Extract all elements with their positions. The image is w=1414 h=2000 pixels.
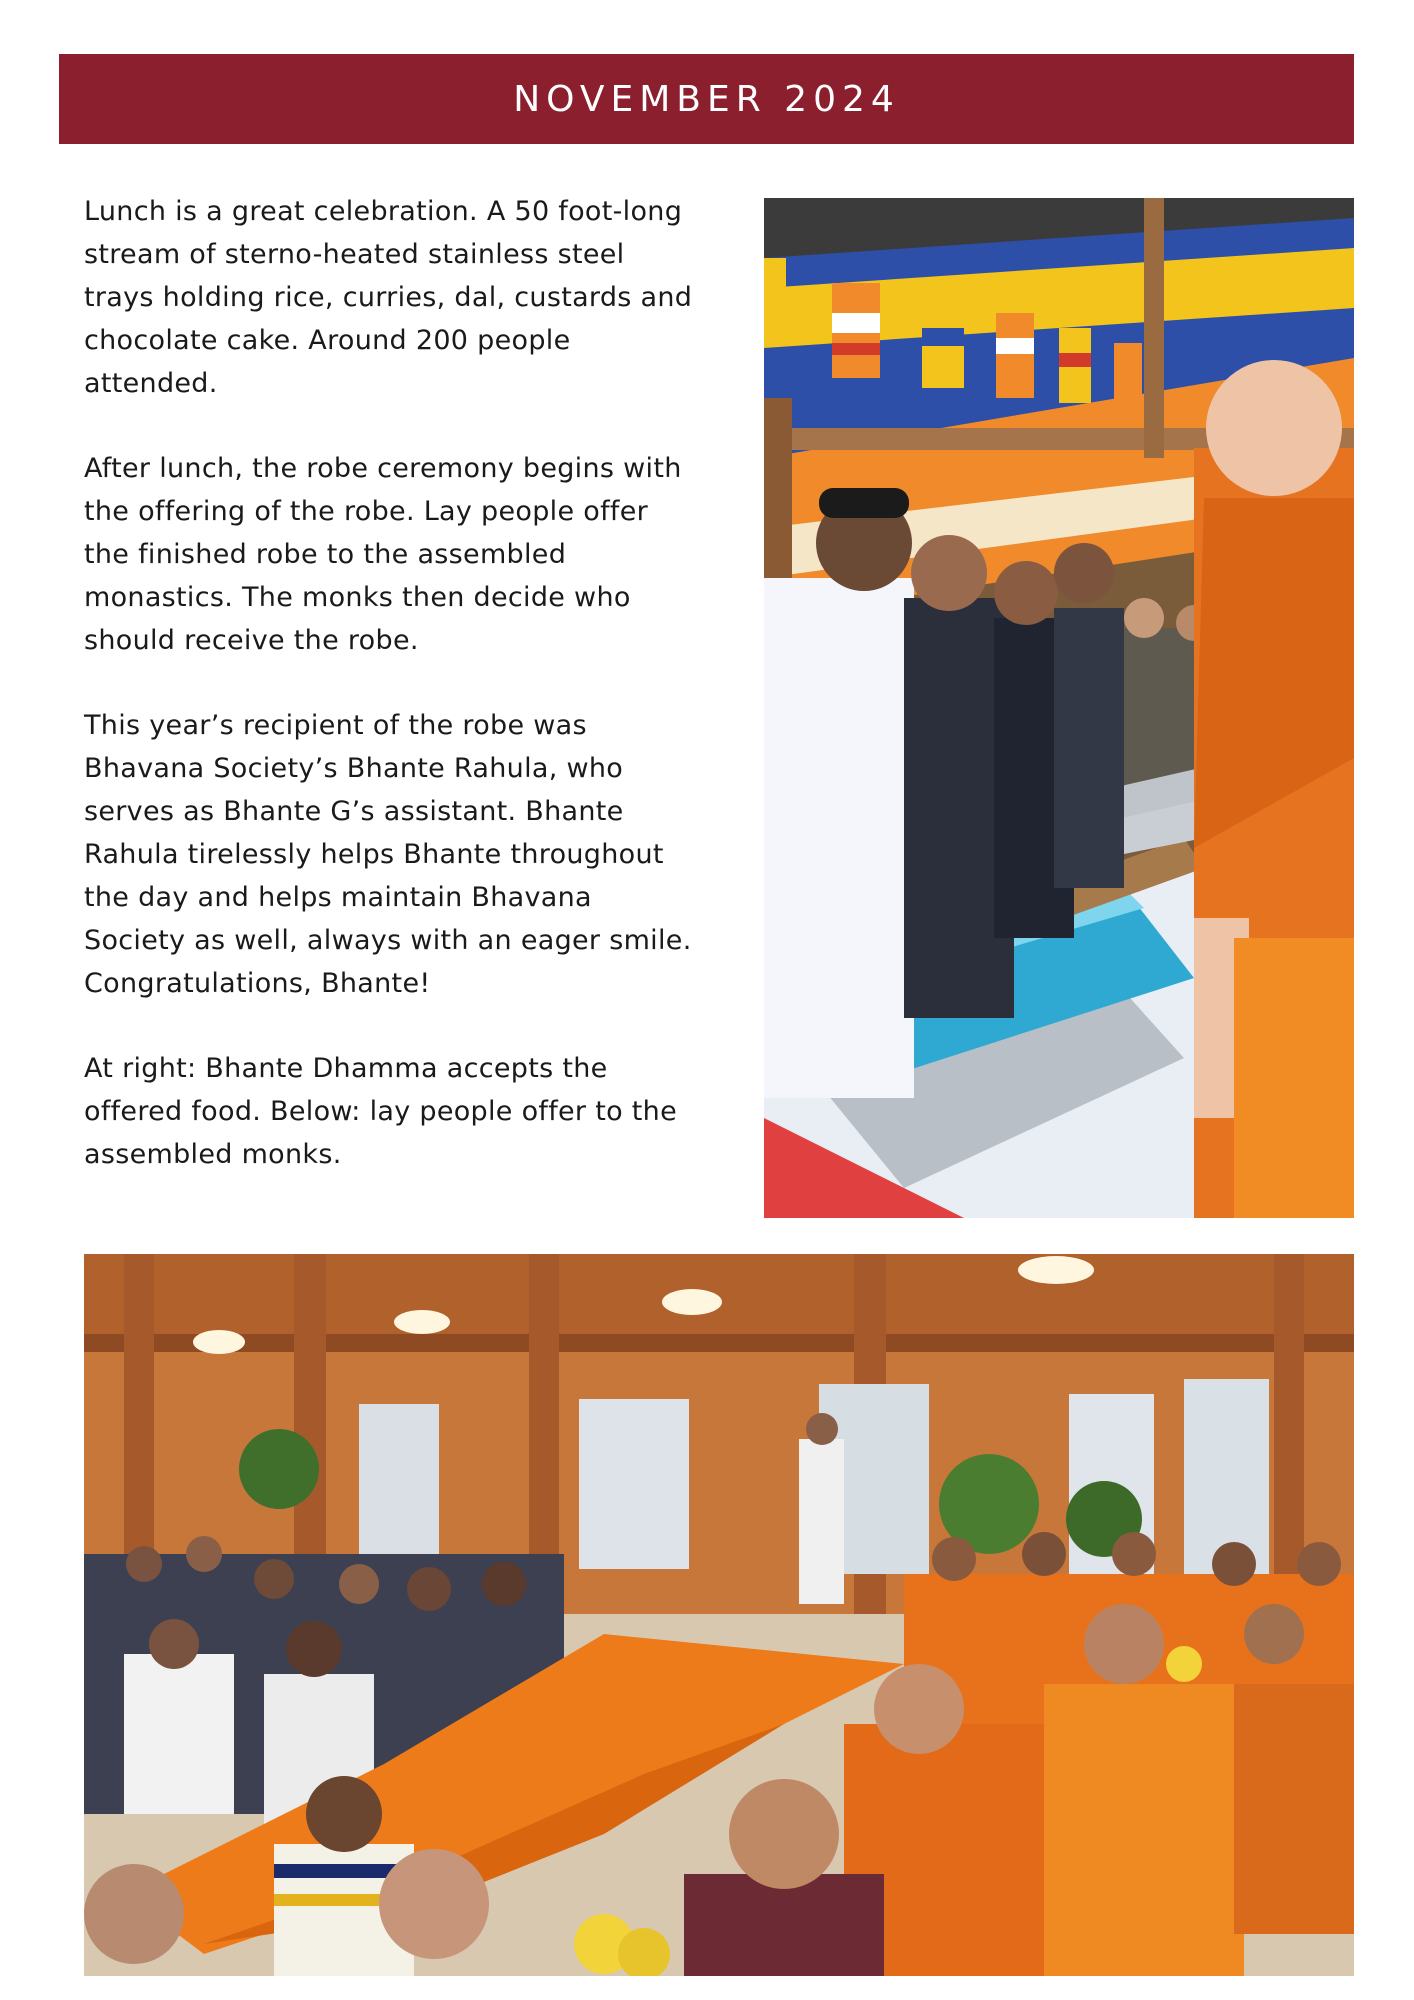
paragraph-photo-caption: At right: Bhante Dhamma accepts the offered food. Below: lay people offer to the assembled monks.: [84, 1053, 678, 1170]
paragraph-recipient: This year’s recipient of the robe was Bhavana Society’s Bhante Rahula, who serves as Bhante G’s assistant. Bhante Rahula tirelessly helps Bhante throughout the day and helps maintain Bhavana Society as well, always with an eager smile. Congratulations, Bhante!: [84, 710, 692, 999]
paragraph-robe-ceremony: After lunch, the robe ceremony begins with the offering of the robe. Lay people offer the finished robe to the assembled monastics. The monks then decide who should receive the robe.: [84, 453, 682, 656]
article-text: [84, 190, 694, 1218]
paragraph-lunch: Lunch is a great celebration. A 50 foot-long stream of sterno-heated stainless steel trays holding rice, curries, dal, custards and chocolate cake. Around 200 people attended.: [84, 196, 693, 399]
robe-offering-photo: [84, 1254, 1354, 1976]
food-offering-photo: [764, 198, 1354, 1218]
page-title: NOVEMBER 2024: [513, 78, 900, 120]
header-banner: [59, 54, 1354, 144]
